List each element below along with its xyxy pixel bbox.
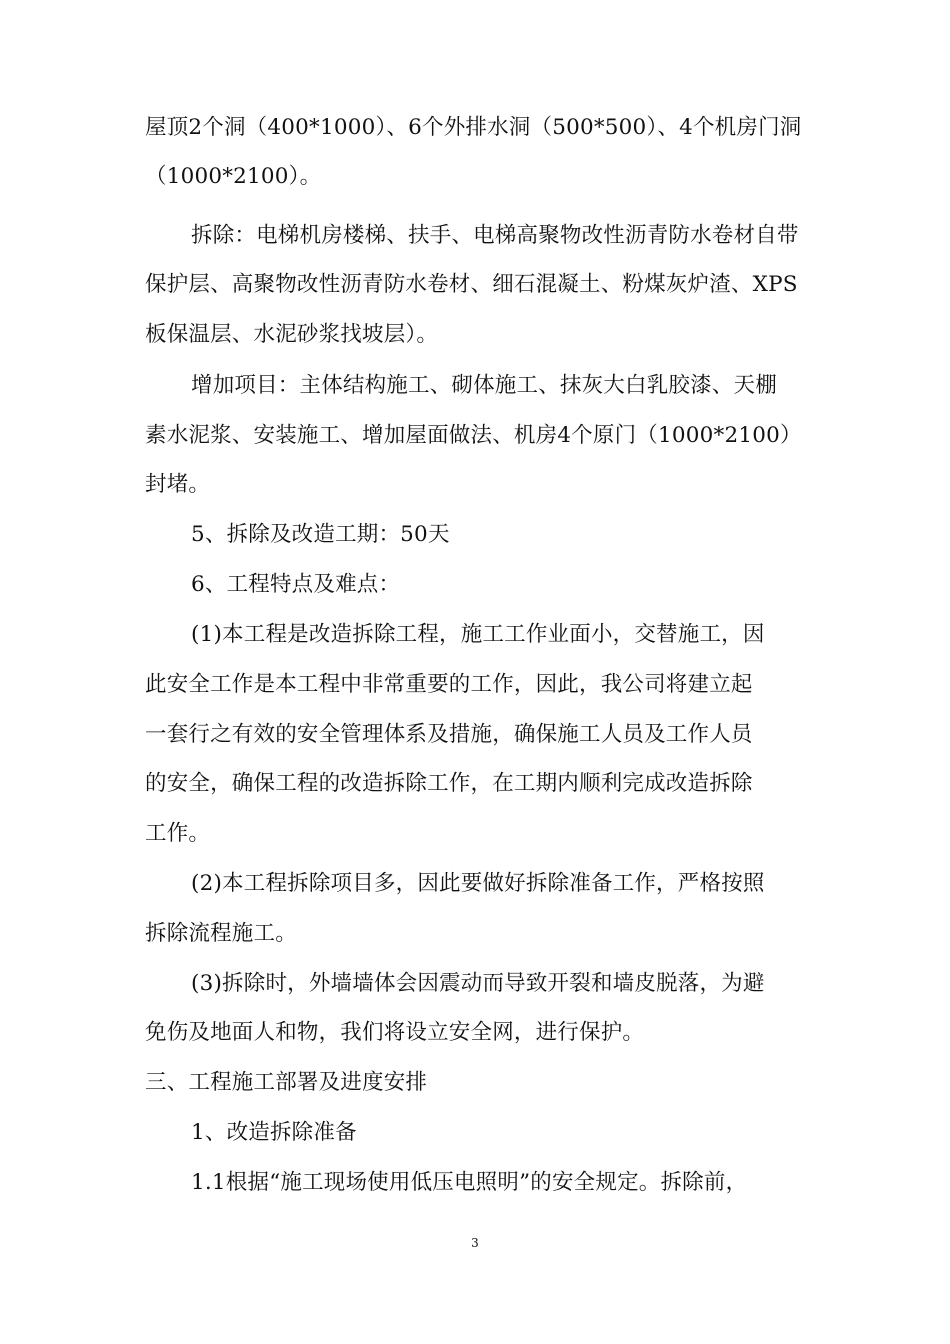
text-line: (1)本工程是改造拆除工程，施工工作业面小，交替施工，因	[191, 622, 765, 647]
text-line: 板保温层、水泥砂浆找坡层）。	[145, 322, 439, 347]
text-line: 屋顶2个洞（400*1000）、6个外排水洞（500*500）、4个机房门洞	[145, 115, 802, 140]
section-heading: 三、工程施工部署及进度安排	[145, 1070, 428, 1095]
text-line: 增加项目：主体结构施工、砌体施工、抹灰大白乳胶漆、天棚	[191, 373, 777, 398]
text-line: 免伤及地面人和物，我们将设立安全网，进行保护。	[145, 1020, 645, 1045]
text-line: 6、工程特点及难点：	[191, 572, 401, 597]
text-line: 一套行之有效的安全管理体系及措施，确保施工人员及工作人员	[145, 722, 753, 747]
text-line: 工作。	[145, 821, 211, 846]
text-line: 拆除流程施工。	[145, 921, 297, 946]
text-line: 封堵。	[145, 472, 211, 497]
text-line: 拆除：电梯机房楼梯、扶手、电梯高聚物改性沥青防水卷材自带	[191, 223, 799, 248]
text-line: 5、拆除及改造工期：50天	[191, 522, 450, 547]
text-line: 此安全工作是本工程中非常重要的工作，因此，我公司将建立起	[145, 672, 753, 697]
page-number: 3	[471, 1236, 479, 1250]
text-line: 素水泥浆、安装施工、增加屋面做法、机房4个原门（1000*2100）	[145, 423, 802, 448]
subsection-heading: 1、改造拆除准备	[191, 1120, 357, 1145]
text-line: (3)拆除时，外墙墙体会因震动而导致开裂和墙皮脱落，为避	[191, 971, 765, 996]
text-line: 1.1根据“施工现场使用低压电照明”的安全规定。拆除前，	[191, 1170, 748, 1195]
text-line: (2)本工程拆除项目多，因此要做好拆除准备工作，严格按照	[191, 871, 765, 896]
text-line: 的安全，确保工程的改造拆除工作，在工期内顺利完成改造拆除	[145, 771, 753, 796]
text-line: （1000*2100）。	[145, 164, 322, 189]
text-line: 保护层、高聚物改性沥青防水卷材、细石混凝土、粉煤灰炉渣、XPS	[145, 272, 798, 297]
